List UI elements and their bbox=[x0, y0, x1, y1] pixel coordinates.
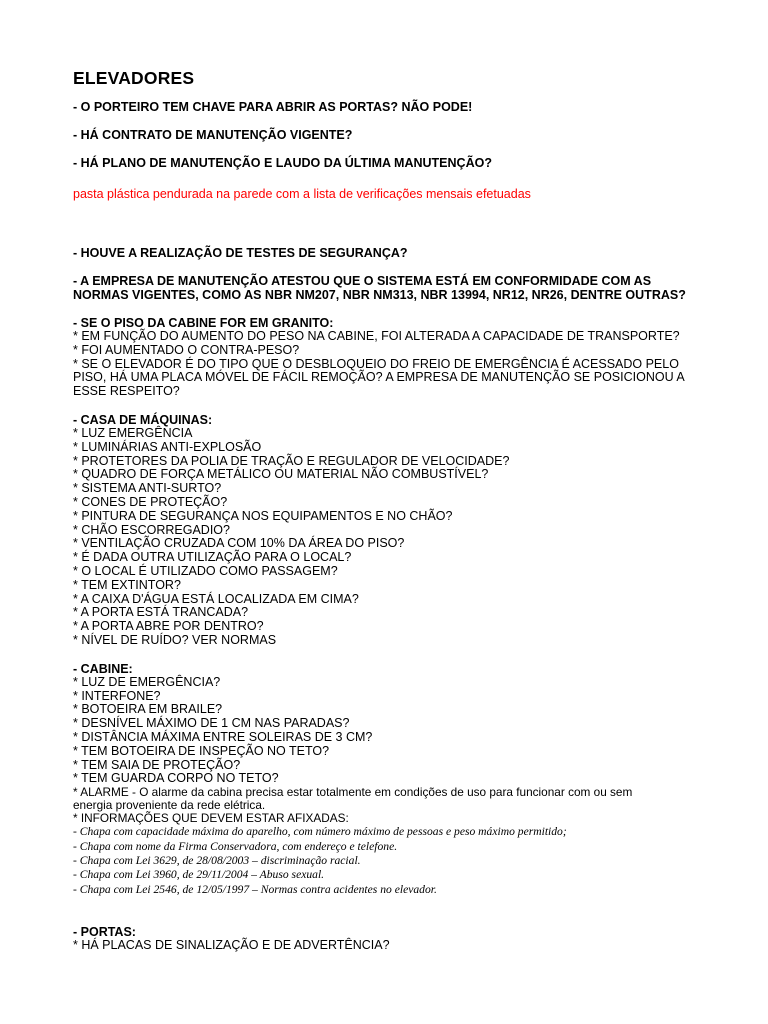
question-company-compliance-2: NORMAS VIGENTES, COMO AS NBR NM207, NBR NM313, NBR 13994, NR12, NR26, DENTRE OUTRAS? bbox=[73, 288, 686, 302]
list-item: * SISTEMA ANTI-SURTO? bbox=[73, 481, 222, 496]
section-cabin bbox=[73, 662, 723, 897]
list-item: * HÁ PLACAS DE SINALIZAÇÃO E DE ADVERTÊNCIA? bbox=[73, 938, 390, 953]
info-heading: * INFORMAÇÕES QUE DEVEM ESTAR AFIXADAS: bbox=[73, 811, 349, 826]
list-item: * CONES DE PROTEÇÃO? bbox=[73, 494, 228, 509]
list-item: * A CAIXA D'ÁGUA ESTÁ LOCALIZADA EM CIMA? bbox=[73, 591, 359, 606]
section-machine-room bbox=[73, 413, 723, 648]
italic-list-item: - Chapa com Lei 3960, de 29/11/2004 – Abuso sexual. bbox=[73, 868, 325, 882]
list-item: * DESNÍVEL MÁXIMO DE 1 CM NAS PARADAS? bbox=[73, 716, 350, 731]
document-title: ELEVADORES bbox=[73, 68, 195, 88]
question-safety-tests: - HOUVE A REALIZAÇÃO DE TESTES DE SEGURANÇA? bbox=[73, 246, 408, 260]
red-note: pasta plástica pendurada na parede com a lista de verificações mensais efetuadas bbox=[73, 187, 531, 201]
list-item: * TEM GUARDA CORPO NO TETO? bbox=[73, 771, 279, 786]
question-maintenance-plan: - HÁ PLANO DE MANUTENÇÃO E LAUDO DA ÚLTIMA MANUTENÇÃO? bbox=[73, 156, 492, 170]
section-heading: - CABINE: bbox=[73, 661, 133, 676]
list-item: * TEM EXTINTOR? bbox=[73, 577, 181, 592]
list-item: * FOI AUMENTADO O CONTRA-PESO? bbox=[73, 342, 300, 357]
italic-list-item: - Chapa com Lei 3629, de 28/08/2003 – discriminação racial. bbox=[73, 853, 361, 867]
alarm-text-1: * ALARME - O alarme da cabina precisa estar totalmente em condições de uso para funcionar com ou sem bbox=[73, 785, 633, 800]
list-item: * VENTILAÇÃO CRUZADA COM 10% DA ÁREA DO PISO? bbox=[73, 536, 405, 551]
list-item: * LUZ EMERGÊNCIA bbox=[73, 425, 193, 440]
list-item: * O LOCAL É UTILIZADO COMO PASSAGEM? bbox=[73, 563, 338, 578]
section-granite bbox=[73, 316, 723, 399]
alarm-text-2: energia proveniente da rede elétrica. bbox=[73, 798, 266, 813]
italic-list-item: - Chapa com capacidade máxima do aparelho, com número máximo de pessoas e peso máximo permitido; bbox=[73, 825, 567, 839]
document-page bbox=[73, 68, 723, 953]
list-item: * TEM SAIA DE PROTEÇÃO? bbox=[73, 757, 241, 772]
list-item: * QUADRO DE FORÇA METÁLICO OU MATERIAL NÃO COMBUSTÍVEL? bbox=[73, 467, 489, 482]
list-item: * SE O ELEVADOR É DO TIPO QUE O DESBLOQUEIO DO FREIO DE EMERGÊNCIA É ACESSADO PELO bbox=[73, 356, 679, 371]
list-item: * NÍVEL DE RUÍDO? VER NORMAS bbox=[73, 632, 277, 647]
section-heading: - CASA DE MÁQUINAS: bbox=[73, 412, 213, 427]
list-item: PISO, HÁ UMA PLACA MÓVEL DE FÁCIL REMOÇÃO? A EMPRESA DE MANUTENÇÃO SE POSICIONOU A bbox=[73, 370, 685, 385]
italic-list-item: - Chapa com nome da Firma Conservadora, com endereço e telefone. bbox=[73, 839, 398, 853]
list-item: * LUZ DE EMERGÊNCIA? bbox=[73, 674, 221, 689]
section-doors bbox=[73, 925, 723, 953]
list-item: * DISTÂNCIA MÁXIMA ENTRE SOLEIRAS DE 3 CM? bbox=[73, 729, 373, 744]
list-item: * TEM BOTOEIRA DE INSPEÇÃO NO TETO? bbox=[73, 743, 330, 758]
list-item: * PINTURA DE SEGURANÇA NOS EQUIPAMENTOS E NO CHÃO? bbox=[73, 508, 453, 523]
list-item: * CHÃO ESCORREGADIO? bbox=[73, 522, 230, 537]
list-item: * É DADA OUTRA UTILIZAÇÃO PARA O LOCAL? bbox=[73, 550, 352, 565]
list-item: * PROTETORES DA POLIA DE TRAÇÃO E REGULADOR DE VELOCIDADE? bbox=[73, 453, 510, 468]
list-item: * A PORTA ESTÁ TRANCADA? bbox=[73, 605, 249, 620]
list-item: * A PORTA ABRE POR DENTRO? bbox=[73, 619, 264, 634]
question-maintenance-contract: - HÁ CONTRATO DE MANUTENÇÃO VIGENTE? bbox=[73, 128, 353, 142]
list-item: * INTERFONE? bbox=[73, 688, 161, 703]
question-company-compliance-1: - A EMPRESA DE MANUTENÇÃO ATESTOU QUE O SISTEMA ESTÁ EM CONFORMIDADE COM AS bbox=[73, 274, 652, 288]
section-heading: - SE O PISO DA CABINE FOR EM GRANITO: bbox=[73, 316, 334, 330]
italic-list-item: - Chapa com Lei 2546, de 12/05/1997 – Normas contra acidentes no elevador. bbox=[73, 882, 437, 896]
list-item: * BOTOEIRA EM BRAILE? bbox=[73, 702, 223, 717]
question-porter-key: - O PORTEIRO TEM CHAVE PARA ABRIR AS PORTAS? NÃO PODE! bbox=[73, 100, 473, 114]
list-item: * EM FUNÇÃO DO AUMENTO DO PESO NA CABINE, FOI ALTERADA A CAPACIDADE DE TRANSPORTE? bbox=[73, 329, 680, 343]
list-item: * LUMINÁRIAS ANTI-EXPLOSÃO bbox=[73, 439, 262, 454]
list-item: ESSE RESPEITO? bbox=[73, 384, 180, 399]
section-heading: - PORTAS: bbox=[73, 925, 136, 940]
